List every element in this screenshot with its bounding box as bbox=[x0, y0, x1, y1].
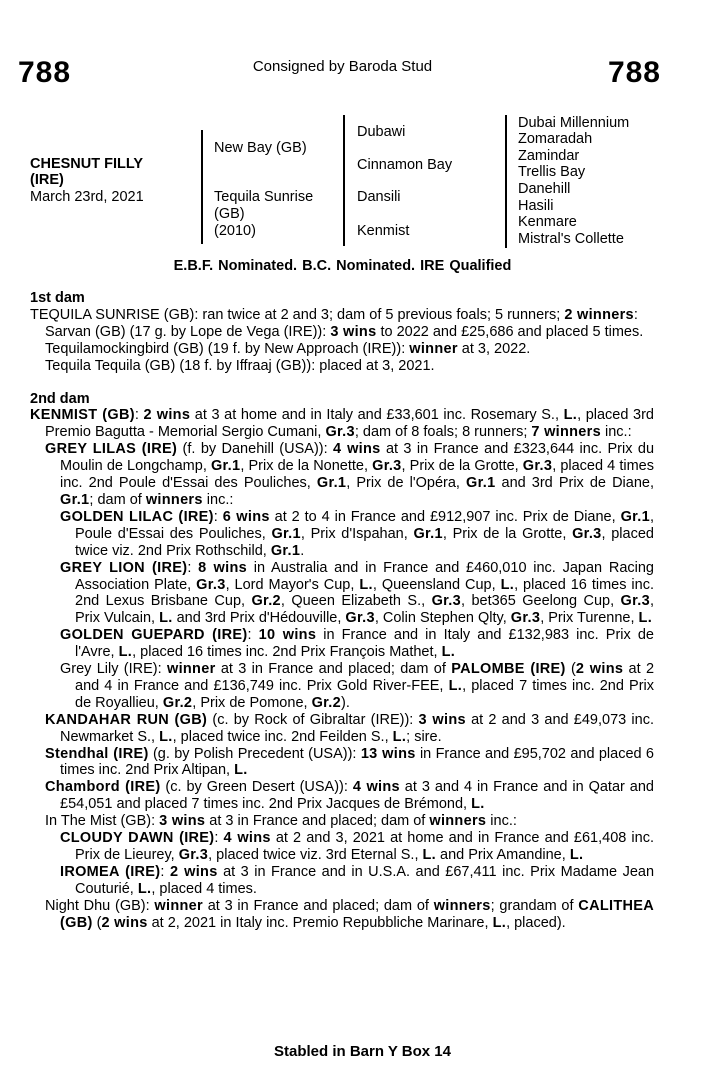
lot-number-left: 788 bbox=[18, 56, 72, 89]
text-run: at 3 in France and placed; dam of bbox=[215, 661, 452, 678]
bold-run: L. bbox=[159, 610, 173, 627]
gg-4: Trellis Bay bbox=[518, 164, 586, 180]
text-run: Tequilamockingbird (GB) (19 f. by New Approach (IRE)): bbox=[45, 340, 410, 357]
bold-run: Gr.3 bbox=[325, 424, 355, 441]
text-run: ; dam of bbox=[89, 491, 146, 508]
bold-run: L. bbox=[392, 728, 407, 745]
bold-run: L. bbox=[422, 847, 436, 863]
bold-run: L. bbox=[448, 677, 463, 694]
text-run: (g. by Polish Precedent (USA)): bbox=[148, 745, 361, 762]
text-run: , placed 4 times. bbox=[151, 880, 257, 897]
dam-dam: Kenmist bbox=[357, 223, 410, 239]
text-run: : bbox=[160, 863, 170, 880]
bold-run: Gr.1 bbox=[466, 475, 496, 492]
text-run: inc.: bbox=[600, 424, 632, 441]
pedigree-entry bbox=[30, 746, 654, 780]
text-run: ( bbox=[92, 914, 102, 931]
catalogue-body bbox=[30, 290, 654, 932]
sire-sire: Dubawi bbox=[357, 124, 406, 140]
bold-run: 6 wins bbox=[222, 508, 270, 525]
bold-run: 10 wins bbox=[258, 627, 317, 644]
bold-run: L. bbox=[492, 914, 507, 931]
text-run: , Poule d'Essai des Pouliches, bbox=[75, 508, 655, 542]
text-run: Sarvan (GB) (17 g. by Lope de Vega (IRE)): bbox=[45, 323, 331, 340]
text-run: , placed 16 times inc. 2nd Prix François Mathet, bbox=[132, 644, 442, 661]
pedigree-entry bbox=[30, 712, 654, 746]
text-run: ). bbox=[340, 694, 350, 711]
text-run: , Prix de Pomone, bbox=[192, 694, 312, 711]
gg-5: Danehill bbox=[518, 181, 571, 197]
text-run: and 3rd Prix d'Hédouville, bbox=[172, 610, 346, 627]
bold-run: winner bbox=[409, 340, 458, 357]
gg-2: Zomaradah bbox=[518, 131, 593, 147]
bold-run: Gr.1 bbox=[620, 508, 650, 525]
bold-run: 7 winners bbox=[531, 424, 601, 441]
text-run: (f. by Danehill (USA)): bbox=[177, 441, 334, 458]
bold-run: 4 wins bbox=[352, 779, 400, 796]
consignor: Consigned by Baroda Stud bbox=[252, 58, 433, 75]
text-run: in Australia and in France and £460,010 inc. Japan Racing Association Plate, bbox=[75, 559, 654, 593]
bold-run: L. bbox=[359, 576, 373, 593]
text-run: at 2 and 3 and £49,073 inc. Newmarket S., bbox=[60, 711, 654, 745]
pedigree-entry bbox=[30, 441, 654, 509]
pedigree-entry bbox=[30, 864, 654, 898]
pedigree-entry bbox=[30, 898, 654, 932]
text-run: : bbox=[187, 559, 199, 576]
text-run: : bbox=[214, 830, 224, 847]
pedigree-entry bbox=[30, 509, 654, 560]
bold-run: L. bbox=[638, 610, 653, 627]
text-run: (c. by Green Desert (USA)): bbox=[160, 779, 353, 796]
bold-run: L. bbox=[159, 728, 173, 745]
section-gap bbox=[30, 375, 654, 391]
pedigree-divider bbox=[505, 115, 507, 248]
pedigree-divider bbox=[201, 130, 203, 244]
bold-run: 13 wins bbox=[360, 745, 416, 762]
bold-run: L. bbox=[441, 644, 456, 661]
bold-run: Gr.3 bbox=[372, 458, 402, 475]
bold-run: winner bbox=[166, 661, 216, 678]
text-run: In The Mist (GB): bbox=[45, 813, 160, 830]
text-run: at 2, 2021 in Italy inc. Premio Repubbliche Marinare, bbox=[147, 914, 493, 931]
bold-run: PALOMBE (IRE) bbox=[451, 661, 566, 678]
bold-run: Chambord (IRE) bbox=[45, 779, 161, 796]
bold-run: 2 wins bbox=[143, 407, 191, 424]
bold-run: L. bbox=[563, 407, 578, 424]
bold-run: 3 wins bbox=[159, 813, 206, 830]
text-run: inc.: bbox=[202, 491, 234, 508]
text-run: , placed 3rd Premio Bagutta - Memorial Sergio Cumani, bbox=[45, 407, 654, 441]
bold-run: L. bbox=[118, 644, 133, 661]
gg-8: Mistral's Collette bbox=[518, 231, 624, 247]
text-run: in France and in Italy and £132,983 inc. Prix de l'Avre, bbox=[75, 627, 654, 661]
bold-run: 2 wins bbox=[575, 661, 624, 678]
bold-run: 2 winners bbox=[564, 306, 634, 323]
text-run: at 3 in France and placed; dam of bbox=[205, 813, 430, 830]
text-run: ; dam of 8 foals; 8 runners; bbox=[354, 424, 532, 441]
text-run: , Prix de l'Opéra, bbox=[346, 475, 467, 492]
text-run: , bet365 Geelong Cup, bbox=[460, 593, 621, 610]
pedigree-entry bbox=[30, 341, 654, 358]
bold-run: GOLDEN LILAC (IRE) bbox=[60, 508, 214, 525]
bold-run: Gr.2 bbox=[311, 694, 341, 711]
gg-7: Kenmare bbox=[518, 214, 577, 230]
bold-run: Gr.3 bbox=[572, 525, 602, 542]
text-run: ; grandam of bbox=[490, 897, 579, 914]
text-run: at 2 and 3, 2021 at home and in France and £61,408 inc. Prix de Lieurey, bbox=[75, 830, 654, 863]
bold-run: 2 wins bbox=[101, 914, 148, 931]
bold-run: IROMEA (IRE) bbox=[60, 863, 161, 880]
bold-run: L. bbox=[137, 880, 152, 897]
text-run: Grey Lily (IRE): bbox=[60, 661, 167, 678]
bold-run: Gr.3 bbox=[431, 593, 461, 610]
text-run: inc.: bbox=[486, 813, 517, 830]
stabling-footer: Stabled in Barn Y Box 14 bbox=[273, 1043, 451, 1060]
bold-run: Gr.1 bbox=[270, 542, 301, 559]
bold-run: GREY LION (IRE) bbox=[60, 559, 188, 576]
pedigree-entry bbox=[30, 627, 654, 661]
text-run: : bbox=[247, 627, 259, 644]
bold-run: winners bbox=[433, 897, 491, 914]
bold-run: Gr.1 bbox=[210, 458, 241, 475]
pedigree-entry bbox=[30, 830, 654, 864]
text-run: , Prix de la Grotte, bbox=[401, 458, 523, 475]
text-run: , placed 4 times inc. 2nd Poule d'Essai des Pouliches, bbox=[60, 458, 654, 492]
section-heading: 1st dam bbox=[30, 290, 85, 306]
text-run: Tequila Tequila (GB) (18 f. by Iffraaj (GB)): placed at 3, 2021. bbox=[45, 357, 435, 374]
horse-foaled: March 23rd, 2021 bbox=[30, 189, 144, 205]
text-run: , placed 16 times inc. 2nd Lexus Brisbane Cup, bbox=[75, 576, 654, 610]
dam-sire: Dansili bbox=[357, 189, 401, 205]
pedigree-entry bbox=[30, 324, 654, 341]
section-heading: 2nd dam bbox=[30, 390, 90, 407]
text-run: , Prix Vulcain, bbox=[75, 593, 654, 627]
pedigree-entry bbox=[30, 407, 654, 441]
text-run: at 3 in France and in U.S.A. and £67,411 inc. Prix Madame Jean Couturié, bbox=[75, 863, 655, 897]
bold-run: Gr.3 bbox=[178, 847, 209, 863]
gg-6: Hasili bbox=[518, 198, 554, 214]
bold-run: GOLDEN GUEPARD (IRE) bbox=[60, 627, 248, 644]
text-run: , placed twice inc. 2nd Feilden S., bbox=[172, 728, 393, 745]
text-run: , placed twice viz. 3rd Eternal S., bbox=[208, 847, 423, 863]
nominations: E.B.F. Nominated. B.C. Nominated. IRE Qualified bbox=[173, 258, 512, 274]
bold-run: 3 wins bbox=[418, 711, 466, 728]
bold-run: L. bbox=[234, 762, 248, 779]
text-run: at 3 and 4 in France and in Qatar and £54,051 and placed 7 times inc. 2nd Prix Jacques de Brémond, bbox=[60, 779, 654, 813]
pedigree-entry bbox=[30, 813, 654, 830]
text-run: (c. by Rock of Gibraltar (IRE)): bbox=[207, 711, 419, 728]
dam-line-2: (GB) bbox=[214, 206, 245, 222]
lot-number-right: 788 bbox=[607, 56, 661, 89]
text-run: at 3 in France and £323,644 inc. Prix du Moulin de Longchamp, bbox=[60, 441, 655, 475]
text-run: , Queensland Cup, bbox=[372, 576, 501, 593]
bold-run: GREY LILAS (IRE) bbox=[45, 441, 178, 458]
text-run: , Lord Mayor's Cup, bbox=[225, 576, 360, 593]
text-run: at 2 to 4 in France and £912,907 inc. Prix de Diane, bbox=[269, 508, 621, 525]
bold-run: CLOUDY DAWN (IRE) bbox=[60, 830, 215, 847]
pedigree-entry bbox=[30, 307, 654, 324]
bold-run: CALITHEA (GB) bbox=[60, 897, 654, 931]
bold-run: Gr.1 bbox=[413, 525, 443, 542]
text-run: , Prix d'Ispahan, bbox=[300, 525, 414, 542]
bold-run: 3 wins bbox=[330, 323, 377, 340]
text-run: TEQUILA SUNRISE (GB): ran twice at 2 and 3; dam of 5 previous foals; 5 runners; bbox=[30, 306, 565, 323]
pedigree-entry bbox=[30, 560, 654, 628]
bold-run: Gr.3 bbox=[522, 458, 553, 475]
text-run: in France and £95,702 and placed 6 times inc. 2nd Prix Altipan, bbox=[60, 745, 654, 779]
sire-dam: Cinnamon Bay bbox=[357, 157, 453, 173]
text-run: at 3, 2022. bbox=[457, 340, 531, 357]
pedigree-divider bbox=[343, 115, 345, 246]
bold-run: winners bbox=[429, 813, 487, 830]
bold-run: 4 wins bbox=[223, 830, 271, 847]
text-run: , Colin Stephen Qlty, bbox=[374, 610, 511, 627]
text-run: : bbox=[213, 508, 223, 525]
bold-run: winner bbox=[154, 897, 203, 914]
bold-run: KENMIST (GB) bbox=[30, 407, 135, 424]
bold-run: L. bbox=[471, 796, 485, 813]
text-run: Night Dhu (GB): bbox=[45, 897, 155, 914]
bold-run: Gr.2 bbox=[162, 694, 193, 711]
text-run: and Prix Amandine, bbox=[436, 847, 570, 863]
text-run: , Queen Elizabeth S., bbox=[280, 593, 432, 610]
bold-run: 4 wins bbox=[333, 441, 381, 458]
text-run: , placed). bbox=[506, 914, 566, 931]
text-run: , Prix de la Grotte, bbox=[442, 525, 573, 542]
sire: New Bay (GB) bbox=[214, 140, 307, 156]
bold-run: Gr.3 bbox=[620, 593, 650, 610]
text-run: : bbox=[134, 407, 144, 424]
text-run: , placed 7 times inc. 2nd Prix de Royallieu, bbox=[75, 677, 654, 711]
pedigree-entry bbox=[30, 779, 654, 813]
text-run: at 2 and 4 in France and £136,749 inc. Prix Gold River-FEE, bbox=[75, 661, 655, 694]
horse-name: CHESNUT FILLY bbox=[30, 156, 144, 172]
text-run: at 3 in France and placed; dam of bbox=[202, 897, 434, 914]
bold-run: Stendhal (IRE) bbox=[45, 745, 149, 762]
gg-1: Dubai Millennium bbox=[518, 115, 630, 131]
horse-origin: (IRE) bbox=[30, 172, 64, 188]
bold-run: Gr.1 bbox=[60, 491, 90, 508]
dam-line-1: Tequila Sunrise bbox=[214, 189, 314, 205]
dam-line-3: (2010) bbox=[214, 223, 256, 239]
text-run: to 2022 and £25,686 and placed 5 times. bbox=[376, 323, 644, 340]
bold-run: winners bbox=[145, 491, 203, 508]
bold-run: Gr.1 bbox=[316, 475, 347, 492]
text-run: : bbox=[633, 306, 638, 323]
text-run: , placed twice viz. 2nd Prix Rothschild, bbox=[75, 525, 654, 559]
text-run: , Prix Turenne, bbox=[540, 610, 639, 627]
gg-3: Zamindar bbox=[518, 148, 580, 164]
bold-run: 2 wins bbox=[169, 863, 218, 880]
bold-run: Gr.3 bbox=[345, 610, 375, 627]
bold-run: Gr.3 bbox=[196, 576, 226, 593]
bold-run: Gr.2 bbox=[251, 593, 281, 610]
bold-run: 8 wins bbox=[198, 559, 247, 576]
text-run: at 3 at home and in Italy and £33,601 inc. Rosemary S., bbox=[190, 407, 564, 424]
bold-run: L. bbox=[500, 576, 515, 593]
pedigree-entry bbox=[30, 661, 654, 712]
text-run: , Prix de la Nonette, bbox=[240, 458, 373, 475]
bold-run: L. bbox=[569, 847, 584, 863]
text-run: and 3rd Prix de Diane, bbox=[495, 475, 654, 492]
text-run: ( bbox=[565, 661, 576, 678]
bold-run: Gr.3 bbox=[510, 610, 541, 627]
text-run: ; sire. bbox=[406, 728, 442, 745]
bold-run: Gr.1 bbox=[271, 525, 301, 542]
text-run: . bbox=[300, 542, 305, 559]
pedigree-entry bbox=[30, 358, 654, 375]
bold-run: KANDAHAR RUN (GB) bbox=[45, 711, 208, 728]
